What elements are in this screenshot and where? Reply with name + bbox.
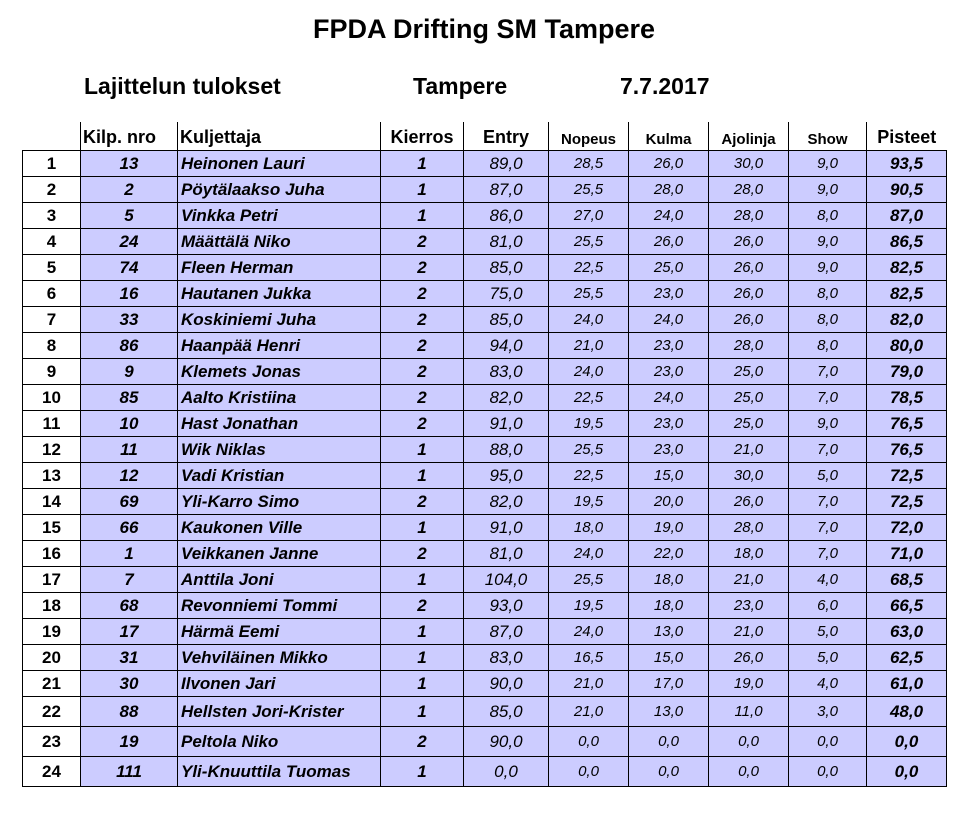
points-cell: 87,0 bbox=[867, 203, 947, 229]
driver-cell: Yli-Karro Simo bbox=[178, 489, 381, 515]
speed-cell: 25,5 bbox=[549, 229, 629, 255]
round-cell: 1 bbox=[381, 671, 464, 697]
line-cell: 25,0 bbox=[709, 359, 789, 385]
round-cell: 2 bbox=[381, 727, 464, 757]
number-cell: 24 bbox=[81, 229, 178, 255]
round-cell: 1 bbox=[381, 437, 464, 463]
entry-cell: 85,0 bbox=[464, 697, 549, 727]
table-row bbox=[23, 437, 947, 463]
driver-cell: Fleen Herman bbox=[178, 255, 381, 281]
line-cell: 26,0 bbox=[709, 229, 789, 255]
entry-cell: 104,0 bbox=[464, 567, 549, 593]
show-cell: 0,0 bbox=[789, 727, 867, 757]
table-row bbox=[23, 229, 947, 255]
driver-cell: Peltola Niko bbox=[178, 727, 381, 757]
rank-cell: 9 bbox=[23, 359, 81, 385]
entry-cell: 87,0 bbox=[464, 619, 549, 645]
angle-cell: 0,0 bbox=[629, 757, 709, 787]
speed-cell: 16,5 bbox=[549, 645, 629, 671]
number-cell: 86 bbox=[81, 333, 178, 359]
table-row bbox=[23, 489, 947, 515]
number-cell: 33 bbox=[81, 307, 178, 333]
show-cell: 5,0 bbox=[789, 463, 867, 489]
table-row bbox=[23, 151, 947, 177]
show-cell: 8,0 bbox=[789, 203, 867, 229]
entry-cell: 85,0 bbox=[464, 255, 549, 281]
number-cell: 12 bbox=[81, 463, 178, 489]
driver-cell: Klemets Jonas bbox=[178, 359, 381, 385]
points-cell: 62,5 bbox=[867, 645, 947, 671]
table-row bbox=[23, 645, 947, 671]
speed-cell: 24,0 bbox=[549, 619, 629, 645]
rank-cell: 8 bbox=[23, 333, 81, 359]
entry-cell: 81,0 bbox=[464, 541, 549, 567]
entry-cell: 89,0 bbox=[464, 151, 549, 177]
entry-cell: 95,0 bbox=[464, 463, 549, 489]
driver-cell: Härmä Eemi bbox=[178, 619, 381, 645]
round-cell: 1 bbox=[381, 151, 464, 177]
speed-cell: 19,5 bbox=[549, 489, 629, 515]
show-cell: 4,0 bbox=[789, 567, 867, 593]
table-row bbox=[23, 541, 947, 567]
results-table bbox=[22, 122, 947, 787]
driver-cell: Ilvonen Jari bbox=[178, 671, 381, 697]
points-cell: 66,5 bbox=[867, 593, 947, 619]
rank-cell: 16 bbox=[23, 541, 81, 567]
driver-cell: Heinonen Lauri bbox=[178, 151, 381, 177]
points-cell: 61,0 bbox=[867, 671, 947, 697]
rank-cell: 17 bbox=[23, 567, 81, 593]
points-cell: 76,5 bbox=[867, 411, 947, 437]
rank-cell: 18 bbox=[23, 593, 81, 619]
driver-cell: Määttälä Niko bbox=[178, 229, 381, 255]
points-cell: 78,5 bbox=[867, 385, 947, 411]
line-cell: 21,0 bbox=[709, 567, 789, 593]
number-cell: 10 bbox=[81, 411, 178, 437]
show-cell: 7,0 bbox=[789, 541, 867, 567]
angle-cell: 19,0 bbox=[629, 515, 709, 541]
angle-cell: 24,0 bbox=[629, 385, 709, 411]
round-cell: 2 bbox=[381, 255, 464, 281]
round-cell: 1 bbox=[381, 567, 464, 593]
round-cell: 1 bbox=[381, 463, 464, 489]
line-cell: 23,0 bbox=[709, 593, 789, 619]
angle-cell: 13,0 bbox=[629, 697, 709, 727]
show-cell: 9,0 bbox=[789, 229, 867, 255]
rank-cell: 23 bbox=[23, 727, 81, 757]
points-cell: 63,0 bbox=[867, 619, 947, 645]
driver-cell: Haanpää Henri bbox=[178, 333, 381, 359]
driver-cell: Hast Jonathan bbox=[178, 411, 381, 437]
round-cell: 2 bbox=[381, 411, 464, 437]
rank-cell: 20 bbox=[23, 645, 81, 671]
show-cell: 6,0 bbox=[789, 593, 867, 619]
show-cell: 8,0 bbox=[789, 333, 867, 359]
table-row bbox=[23, 593, 947, 619]
table-row bbox=[23, 619, 947, 645]
driver-cell: Pöytälaakso Juha bbox=[178, 177, 381, 203]
speed-cell: 25,5 bbox=[549, 437, 629, 463]
entry-cell: 82,0 bbox=[464, 489, 549, 515]
line-cell: 11,0 bbox=[709, 697, 789, 727]
show-cell: 5,0 bbox=[789, 645, 867, 671]
points-cell: 72,5 bbox=[867, 489, 947, 515]
line-cell: 25,0 bbox=[709, 411, 789, 437]
round-cell: 2 bbox=[381, 593, 464, 619]
angle-cell: 25,0 bbox=[629, 255, 709, 281]
show-cell: 9,0 bbox=[789, 151, 867, 177]
rank-cell: 14 bbox=[23, 489, 81, 515]
rank-cell: 10 bbox=[23, 385, 81, 411]
entry-cell: 93,0 bbox=[464, 593, 549, 619]
round-cell: 2 bbox=[381, 489, 464, 515]
driver-cell: Kaukonen Ville bbox=[178, 515, 381, 541]
column-header-entry: Entry bbox=[464, 122, 549, 151]
show-cell: 8,0 bbox=[789, 307, 867, 333]
points-cell: 82,5 bbox=[867, 255, 947, 281]
entry-cell: 94,0 bbox=[464, 333, 549, 359]
entry-cell: 85,0 bbox=[464, 307, 549, 333]
show-cell: 3,0 bbox=[789, 697, 867, 727]
rank-cell: 1 bbox=[23, 151, 81, 177]
line-cell: 30,0 bbox=[709, 463, 789, 489]
points-cell: 0,0 bbox=[867, 757, 947, 787]
driver-cell: Hautanen Jukka bbox=[178, 281, 381, 307]
rank-cell: 6 bbox=[23, 281, 81, 307]
number-cell: 16 bbox=[81, 281, 178, 307]
results-label: Lajittelun tulokset bbox=[84, 73, 281, 99]
speed-cell: 21,0 bbox=[549, 697, 629, 727]
number-cell: 11 bbox=[81, 437, 178, 463]
column-header-show: Show bbox=[789, 122, 867, 151]
table-row bbox=[23, 671, 947, 697]
results-body bbox=[23, 151, 947, 787]
points-cell: 86,5 bbox=[867, 229, 947, 255]
rank-cell: 3 bbox=[23, 203, 81, 229]
angle-cell: 17,0 bbox=[629, 671, 709, 697]
show-cell: 7,0 bbox=[789, 359, 867, 385]
line-cell: 21,0 bbox=[709, 619, 789, 645]
line-cell: 19,0 bbox=[709, 671, 789, 697]
table-row bbox=[23, 307, 947, 333]
round-cell: 2 bbox=[381, 385, 464, 411]
angle-cell: 23,0 bbox=[629, 281, 709, 307]
round-cell: 1 bbox=[381, 619, 464, 645]
entry-cell: 0,0 bbox=[464, 757, 549, 787]
table-row bbox=[23, 203, 947, 229]
number-cell: 69 bbox=[81, 489, 178, 515]
angle-cell: 23,0 bbox=[629, 333, 709, 359]
entry-cell: 90,0 bbox=[464, 727, 549, 757]
column-header-line: Ajolinja bbox=[709, 122, 789, 151]
rank-cell: 12 bbox=[23, 437, 81, 463]
angle-cell: 23,0 bbox=[629, 411, 709, 437]
angle-cell: 23,0 bbox=[629, 359, 709, 385]
round-cell: 2 bbox=[381, 359, 464, 385]
line-cell: 26,0 bbox=[709, 307, 789, 333]
points-cell: 93,5 bbox=[867, 151, 947, 177]
rank-cell: 4 bbox=[23, 229, 81, 255]
angle-cell: 22,0 bbox=[629, 541, 709, 567]
speed-cell: 0,0 bbox=[549, 757, 629, 787]
line-cell: 28,0 bbox=[709, 333, 789, 359]
entry-cell: 91,0 bbox=[464, 411, 549, 437]
rank-cell: 24 bbox=[23, 757, 81, 787]
rank-cell: 21 bbox=[23, 671, 81, 697]
table-row bbox=[23, 515, 947, 541]
driver-cell: Hellsten Jori-Krister bbox=[178, 697, 381, 727]
number-cell: 85 bbox=[81, 385, 178, 411]
rank-cell: 2 bbox=[23, 177, 81, 203]
speed-cell: 22,5 bbox=[549, 255, 629, 281]
speed-cell: 25,5 bbox=[549, 281, 629, 307]
speed-cell: 0,0 bbox=[549, 727, 629, 757]
points-cell: 72,0 bbox=[867, 515, 947, 541]
entry-cell: 81,0 bbox=[464, 229, 549, 255]
date-label: 7.7.2017 bbox=[620, 73, 710, 99]
round-cell: 1 bbox=[381, 697, 464, 727]
angle-cell: 15,0 bbox=[629, 645, 709, 671]
column-header-speed: Nopeus bbox=[549, 122, 629, 151]
number-cell: 1 bbox=[81, 541, 178, 567]
angle-cell: 26,0 bbox=[629, 229, 709, 255]
table-row bbox=[23, 757, 947, 787]
table-row bbox=[23, 567, 947, 593]
angle-cell: 28,0 bbox=[629, 177, 709, 203]
city-label: Tampere bbox=[413, 73, 508, 99]
round-cell: 2 bbox=[381, 229, 464, 255]
speed-cell: 22,5 bbox=[549, 385, 629, 411]
points-cell: 0,0 bbox=[867, 727, 947, 757]
column-header-points: Pisteet bbox=[867, 122, 947, 151]
angle-cell: 20,0 bbox=[629, 489, 709, 515]
number-cell: 5 bbox=[81, 203, 178, 229]
show-cell: 7,0 bbox=[789, 437, 867, 463]
line-cell: 28,0 bbox=[709, 177, 789, 203]
speed-cell: 19,5 bbox=[549, 411, 629, 437]
speed-cell: 24,0 bbox=[549, 359, 629, 385]
line-cell: 26,0 bbox=[709, 645, 789, 671]
round-cell: 1 bbox=[381, 645, 464, 671]
rank-cell: 11 bbox=[23, 411, 81, 437]
round-cell: 1 bbox=[381, 203, 464, 229]
table-row bbox=[23, 281, 947, 307]
show-cell: 4,0 bbox=[789, 671, 867, 697]
speed-cell: 25,5 bbox=[549, 177, 629, 203]
table-row bbox=[23, 359, 947, 385]
entry-cell: 86,0 bbox=[464, 203, 549, 229]
line-cell: 18,0 bbox=[709, 541, 789, 567]
line-cell: 26,0 bbox=[709, 281, 789, 307]
speed-cell: 22,5 bbox=[549, 463, 629, 489]
number-cell: 88 bbox=[81, 697, 178, 727]
points-cell: 48,0 bbox=[867, 697, 947, 727]
points-cell: 80,0 bbox=[867, 333, 947, 359]
number-cell: 31 bbox=[81, 645, 178, 671]
speed-cell: 19,5 bbox=[549, 593, 629, 619]
entry-cell: 82,0 bbox=[464, 385, 549, 411]
column-header-angle: Kulma bbox=[629, 122, 709, 151]
round-cell: 2 bbox=[381, 307, 464, 333]
angle-cell: 26,0 bbox=[629, 151, 709, 177]
show-cell: 7,0 bbox=[789, 385, 867, 411]
points-cell: 82,5 bbox=[867, 281, 947, 307]
entry-cell: 91,0 bbox=[464, 515, 549, 541]
table-row bbox=[23, 463, 947, 489]
angle-cell: 0,0 bbox=[629, 727, 709, 757]
header-row bbox=[23, 122, 947, 151]
table-row bbox=[23, 255, 947, 281]
round-cell: 1 bbox=[381, 515, 464, 541]
rank-cell: 5 bbox=[23, 255, 81, 281]
line-cell: 28,0 bbox=[709, 203, 789, 229]
number-cell: 74 bbox=[81, 255, 178, 281]
angle-cell: 15,0 bbox=[629, 463, 709, 489]
round-cell: 2 bbox=[381, 541, 464, 567]
number-cell: 2 bbox=[81, 177, 178, 203]
number-cell: 7 bbox=[81, 567, 178, 593]
angle-cell: 23,0 bbox=[629, 437, 709, 463]
points-cell: 68,5 bbox=[867, 567, 947, 593]
show-cell: 9,0 bbox=[789, 255, 867, 281]
driver-cell: Koskiniemi Juha bbox=[178, 307, 381, 333]
show-cell: 0,0 bbox=[789, 757, 867, 787]
round-cell: 1 bbox=[381, 177, 464, 203]
entry-cell: 90,0 bbox=[464, 671, 549, 697]
speed-cell: 24,0 bbox=[549, 307, 629, 333]
table-row bbox=[23, 333, 947, 359]
number-cell: 19 bbox=[81, 727, 178, 757]
round-cell: 1 bbox=[381, 757, 464, 787]
angle-cell: 24,0 bbox=[629, 203, 709, 229]
angle-cell: 13,0 bbox=[629, 619, 709, 645]
angle-cell: 18,0 bbox=[629, 567, 709, 593]
driver-cell: Veikkanen Janne bbox=[178, 541, 381, 567]
line-cell: 21,0 bbox=[709, 437, 789, 463]
speed-cell: 27,0 bbox=[549, 203, 629, 229]
angle-cell: 24,0 bbox=[629, 307, 709, 333]
speed-cell: 24,0 bbox=[549, 541, 629, 567]
table-row bbox=[23, 727, 947, 757]
column-header-round: Kierros bbox=[381, 122, 464, 151]
angle-cell: 18,0 bbox=[629, 593, 709, 619]
number-cell: 9 bbox=[81, 359, 178, 385]
rank-cell: 15 bbox=[23, 515, 81, 541]
round-cell: 2 bbox=[381, 281, 464, 307]
column-header-rank bbox=[23, 122, 81, 151]
entry-cell: 83,0 bbox=[464, 359, 549, 385]
speed-cell: 28,5 bbox=[549, 151, 629, 177]
number-cell: 17 bbox=[81, 619, 178, 645]
table-row bbox=[23, 411, 947, 437]
entry-cell: 75,0 bbox=[464, 281, 549, 307]
points-cell: 90,5 bbox=[867, 177, 947, 203]
show-cell: 7,0 bbox=[789, 515, 867, 541]
driver-cell: Vehviläinen Mikko bbox=[178, 645, 381, 671]
number-cell: 111 bbox=[81, 757, 178, 787]
show-cell: 7,0 bbox=[789, 489, 867, 515]
entry-cell: 87,0 bbox=[464, 177, 549, 203]
table-row bbox=[23, 385, 947, 411]
driver-cell: Anttila Joni bbox=[178, 567, 381, 593]
driver-cell: Aalto Kristiina bbox=[178, 385, 381, 411]
line-cell: 30,0 bbox=[709, 151, 789, 177]
column-header-driver: Kuljettaja bbox=[178, 122, 381, 151]
rank-cell: 19 bbox=[23, 619, 81, 645]
number-cell: 68 bbox=[81, 593, 178, 619]
entry-cell: 88,0 bbox=[464, 437, 549, 463]
show-cell: 9,0 bbox=[789, 411, 867, 437]
column-header-number: Kilp. nro bbox=[81, 122, 178, 151]
driver-cell: Vinkka Petri bbox=[178, 203, 381, 229]
driver-cell: Revonniemi Tommi bbox=[178, 593, 381, 619]
show-cell: 5,0 bbox=[789, 619, 867, 645]
number-cell: 66 bbox=[81, 515, 178, 541]
points-cell: 82,0 bbox=[867, 307, 947, 333]
table-row bbox=[23, 177, 947, 203]
speed-cell: 18,0 bbox=[549, 515, 629, 541]
rank-cell: 13 bbox=[23, 463, 81, 489]
line-cell: 26,0 bbox=[709, 489, 789, 515]
show-cell: 9,0 bbox=[789, 177, 867, 203]
page-title: FPDA Drifting SM Tampere bbox=[312, 14, 656, 44]
round-cell: 2 bbox=[381, 333, 464, 359]
entry-cell: 83,0 bbox=[464, 645, 549, 671]
number-cell: 13 bbox=[81, 151, 178, 177]
line-cell: 0,0 bbox=[709, 727, 789, 757]
speed-cell: 21,0 bbox=[549, 333, 629, 359]
speed-cell: 21,0 bbox=[549, 671, 629, 697]
rank-cell: 7 bbox=[23, 307, 81, 333]
line-cell: 26,0 bbox=[709, 255, 789, 281]
driver-cell: Yli-Knuuttila Tuomas bbox=[178, 757, 381, 787]
points-cell: 72,5 bbox=[867, 463, 947, 489]
line-cell: 0,0 bbox=[709, 757, 789, 787]
points-cell: 79,0 bbox=[867, 359, 947, 385]
line-cell: 28,0 bbox=[709, 515, 789, 541]
driver-cell: Vadi Kristian bbox=[178, 463, 381, 489]
driver-cell: Wik Niklas bbox=[178, 437, 381, 463]
line-cell: 25,0 bbox=[709, 385, 789, 411]
speed-cell: 25,5 bbox=[549, 567, 629, 593]
number-cell: 30 bbox=[81, 671, 178, 697]
points-cell: 76,5 bbox=[867, 437, 947, 463]
rank-cell: 22 bbox=[23, 697, 81, 727]
show-cell: 8,0 bbox=[789, 281, 867, 307]
table-row bbox=[23, 697, 947, 727]
points-cell: 71,0 bbox=[867, 541, 947, 567]
